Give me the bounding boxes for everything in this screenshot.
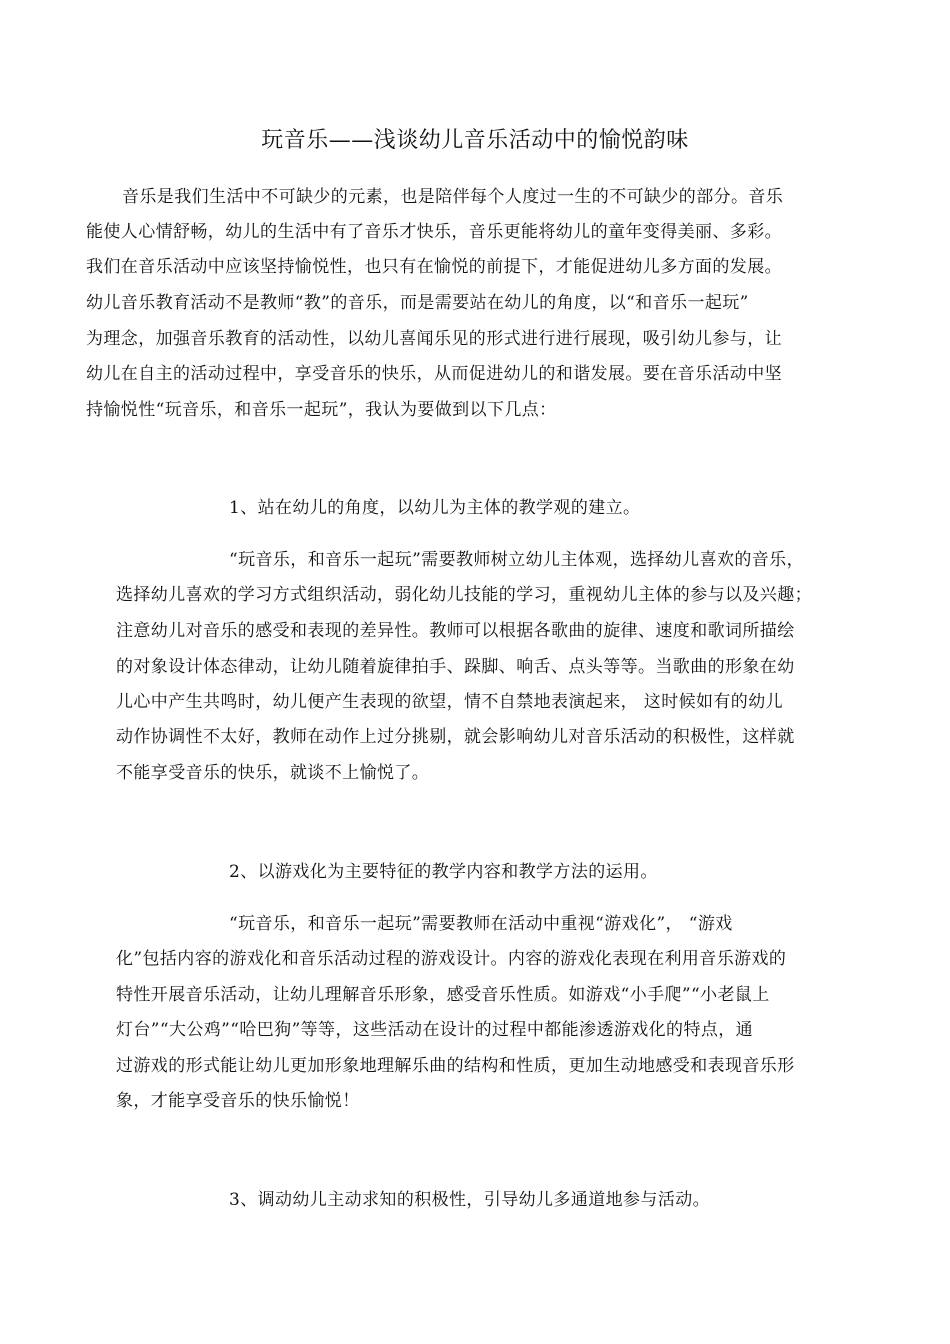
section-2-line: 特性开展音乐活动，让幼儿理解音乐形象，感受音乐性质。如游戏“小手爬”“小老鼠上 <box>116 985 770 1005</box>
section-1-line: 注意幼儿对音乐的感受和表现的差异性。教师可以根据各歌曲的旋律、速度和歌词所描绘 <box>116 621 795 641</box>
document-title: 玩音乐——浅谈幼儿音乐活动中的愉悦韵味 <box>261 128 689 153</box>
section-2-line: “玩音乐，和音乐一起玩”需要教师在活动中重视“游戏化”， “游戏 <box>229 914 733 934</box>
section-1-line: 儿心中产生共鸣时，幼儿便产生表现的欲望，情不自禁地表演起来， 这时候如有的幼儿 <box>116 692 784 712</box>
section-2-line: 象，才能享受音乐的快乐愉悦！ <box>116 1091 360 1111</box>
section-1-line: 动作协调性不太好，教师在动作上过分挑剔，就会影响幼儿对音乐活动的积极性，这样就 <box>116 727 795 747</box>
section-1-line: 选择幼儿喜欢的学习方式组织活动，弱化幼儿技能的学习，重视幼儿主体的参与以及兴趣； <box>116 585 812 605</box>
section-2-line: 灯台”“大公鸡”“哈巴狗”等等，这些活动在设计的过程中都能渗透游戏化的特点，通 <box>116 1020 754 1040</box>
intro-line: 音乐是我们生活中不可缺少的元素，也是陪伴每个人度过一生的不可缺少的部分。音乐 <box>122 187 784 207</box>
intro-line: 我们在音乐活动中应该坚持愉悦性，也只有在愉悦的前提下，才能促进幼儿多方面的发展。 <box>86 257 782 277</box>
intro-line: 幼儿在自主的活动过程中，享受音乐的快乐，从而促进幼儿的和谐发展。要在音乐活动中坚 <box>86 364 782 384</box>
intro-line: 能使人心情舒畅，幼儿的生活中有了音乐才快乐，音乐更能将幼儿的童年变得美丽、多彩。 <box>86 222 782 242</box>
intro-line: 持愉悦性“玩音乐，和音乐一起玩”，我认为要做到以下几点： <box>86 400 557 420</box>
section-2-heading: 2、以游戏化为主要特征的教学内容和教学方法的运用。 <box>229 862 658 882</box>
section-3-heading: 3、调动幼儿主动求知的积极性，引导幼儿多通道地参与活动。 <box>229 1190 711 1210</box>
section-1-line: “玩音乐，和音乐一起玩”需要教师树立幼儿主体观，选择幼儿喜欢的音乐， <box>229 550 804 570</box>
section-1-line: 不能享受音乐的快乐，就谈不上愉悦了。 <box>116 763 430 783</box>
section-2-line: 化”包括内容的游戏化和音乐活动过程的游戏设计。内容的游戏化表现在利用音乐游戏的 <box>116 949 787 969</box>
section-1-heading: 1、站在幼儿的角度，以幼儿为主体的教学观的建立。 <box>229 498 641 518</box>
intro-line: 幼儿音乐教育活动不是教师“教”的音乐，而是需要站在幼儿的角度，以“和音乐一起玩” <box>86 293 749 313</box>
section-2-line: 过游戏的形式能让幼儿更加形象地理解乐曲的结构和性质，更加生动地感受和表现音乐形 <box>116 1056 795 1076</box>
intro-line: 为理念，加强音乐教育的活动性，以幼儿喜闻乐见的形式进行进行展现，吸引幼儿参与，让 <box>86 329 782 349</box>
section-1-line: 的对象设计体态律动，让幼儿随着旋律拍手、跺脚、响舌、点头等等。当歌曲的形象在幼 <box>116 657 795 677</box>
